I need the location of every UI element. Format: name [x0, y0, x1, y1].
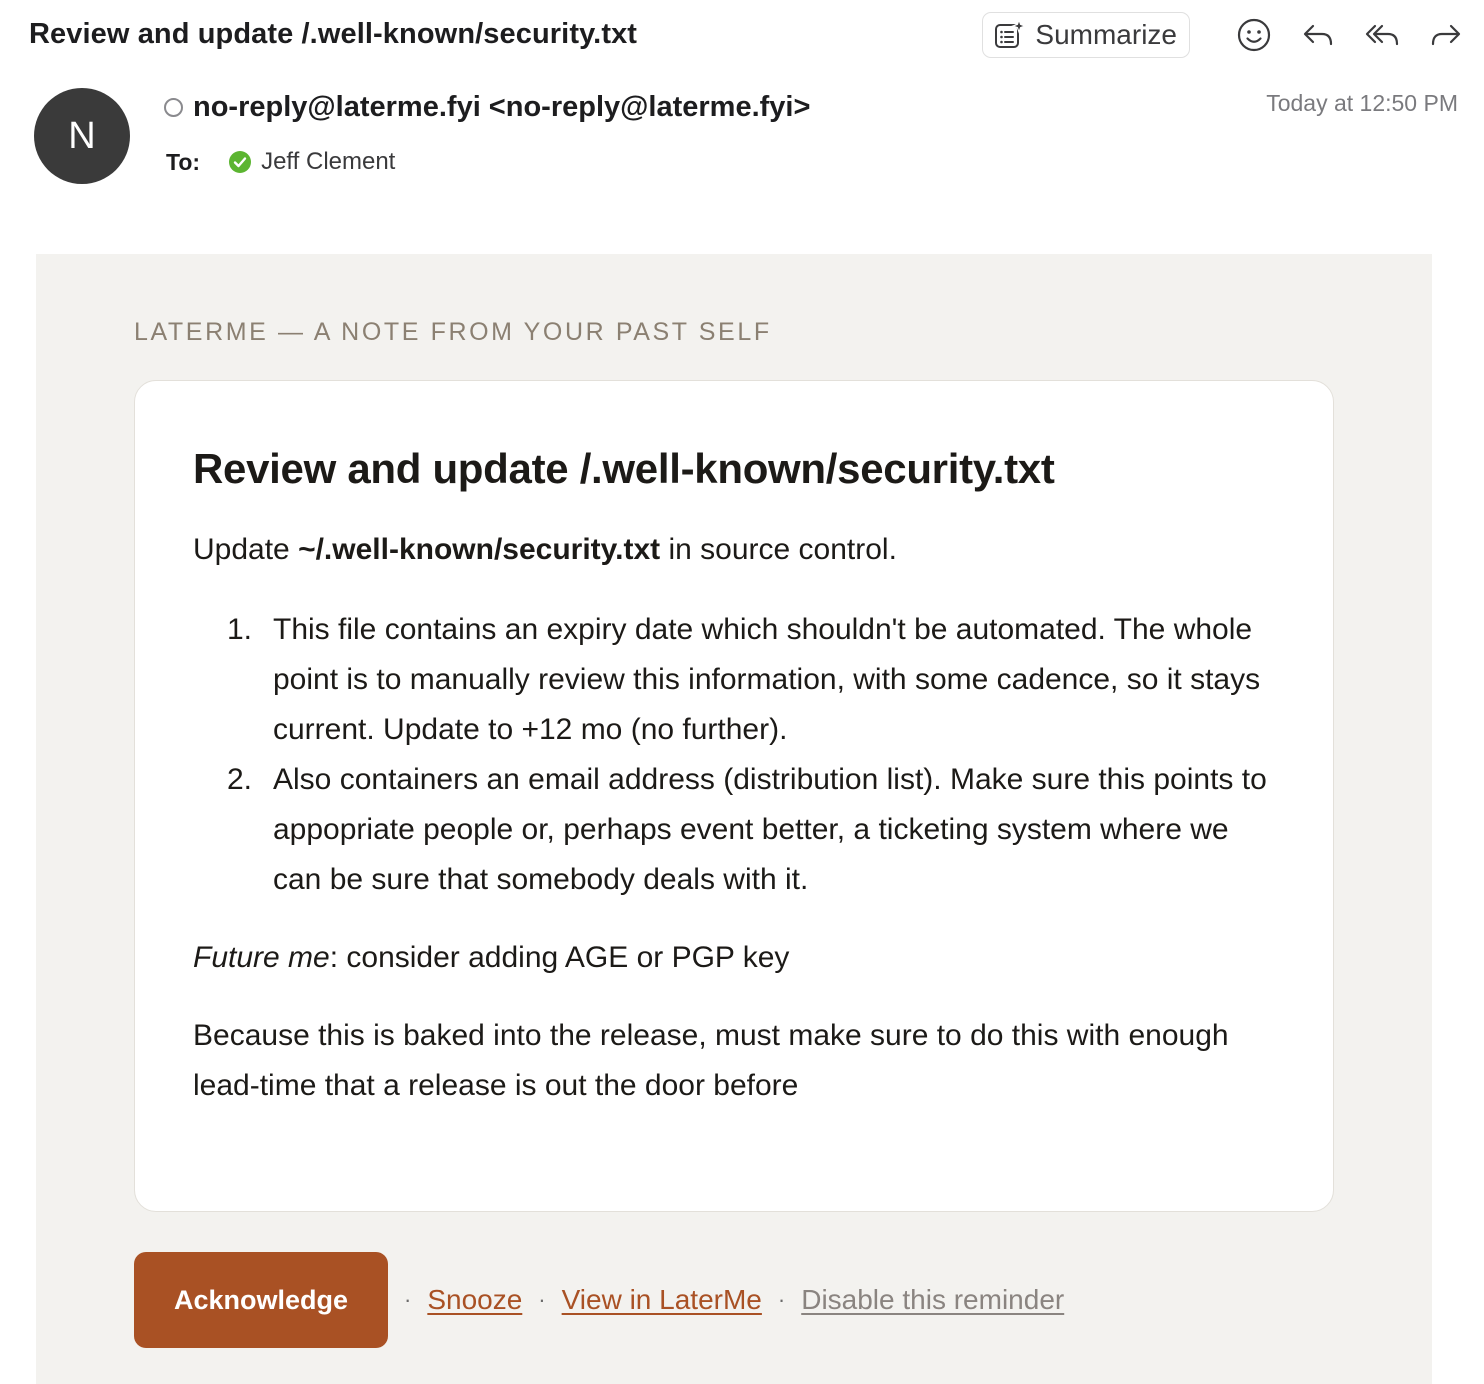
reminder-title: Review and update /.well-known/security.txt	[193, 445, 1055, 492]
summarize-button[interactable]	[982, 12, 1190, 58]
reminder-content	[193, 441, 1283, 1111]
reply-all-icon	[1364, 17, 1400, 53]
reminder-card	[134, 380, 1334, 1212]
intro-path: ~/.well-known/security.txt	[298, 533, 661, 566]
separator: ·	[538, 1287, 546, 1312]
sparkle-list-icon	[993, 19, 1025, 51]
unread-status-icon[interactable]	[164, 98, 183, 117]
reply-icon	[1300, 17, 1336, 53]
received-timestamp: Today at 12:50 PM	[1266, 90, 1458, 116]
sender-address[interactable]: no-reply@laterme.fyi <no-reply@laterme.fyi>	[193, 91, 811, 123]
closing-paragraph: Because this is baked into the release, must make sure to do this with enough lead-time that a release is out the door before	[193, 1019, 1229, 1102]
intro-paragraph	[193, 525, 1283, 575]
reminder-actions	[134, 1252, 1080, 1348]
list-item-number: 1.	[227, 613, 253, 646]
list-item-text: Also containers an email address (distribution list). Make sure this points to appopriate people or, perhaps event better, a ticketing system where we can be sure that somebody deals with it.	[273, 763, 1267, 896]
verified-check-icon	[228, 150, 252, 174]
snooze-link[interactable]: Snooze	[427, 1284, 523, 1315]
email-subject: Review and update /.well-known/security.txt	[29, 18, 638, 50]
emoji-reaction-button[interactable]	[1234, 15, 1274, 55]
from-row	[164, 91, 810, 124]
list-item-number: 2.	[227, 763, 253, 796]
acknowledge-button[interactable]: Acknowledge	[134, 1252, 388, 1348]
steps-list	[193, 605, 1283, 905]
intro-text-after: in source control.	[660, 533, 897, 566]
future-note-label: Future me	[193, 941, 330, 974]
intro-text-before: Update	[193, 533, 299, 566]
list-item	[193, 605, 1283, 755]
reply-all-button[interactable]	[1362, 15, 1402, 55]
email-toolbar	[982, 12, 1466, 58]
forward-button[interactable]	[1426, 15, 1466, 55]
recipient-name[interactable]: Jeff Clement	[261, 148, 396, 175]
summarize-label: Summarize	[1035, 19, 1177, 50]
separator: ·	[404, 1287, 412, 1312]
to-label: To:	[166, 148, 201, 175]
view-in-laterme-link[interactable]: View in LaterMe	[561, 1284, 762, 1315]
reply-button[interactable]	[1298, 15, 1338, 55]
disable-reminder-link[interactable]: Disable this reminder	[801, 1284, 1065, 1315]
to-row	[166, 148, 395, 176]
list-item-text: This file contains an expiry date which shouldn't be automated. The whole point is to manually review this information, with some cadence, so it stays current. Update to +12 mo (no further).	[273, 613, 1261, 746]
forward-icon	[1428, 17, 1464, 53]
sender-avatar: N	[34, 88, 130, 184]
email-body-panel	[36, 254, 1432, 1384]
list-item	[193, 755, 1283, 905]
future-note-text: : consider adding AGE or PGP key	[329, 941, 790, 974]
smiley-icon	[1236, 17, 1272, 53]
brand-eyebrow: LATERME — A NOTE FROM YOUR PAST SELF	[134, 318, 772, 346]
future-note	[193, 933, 1283, 983]
separator: ·	[777, 1287, 786, 1312]
